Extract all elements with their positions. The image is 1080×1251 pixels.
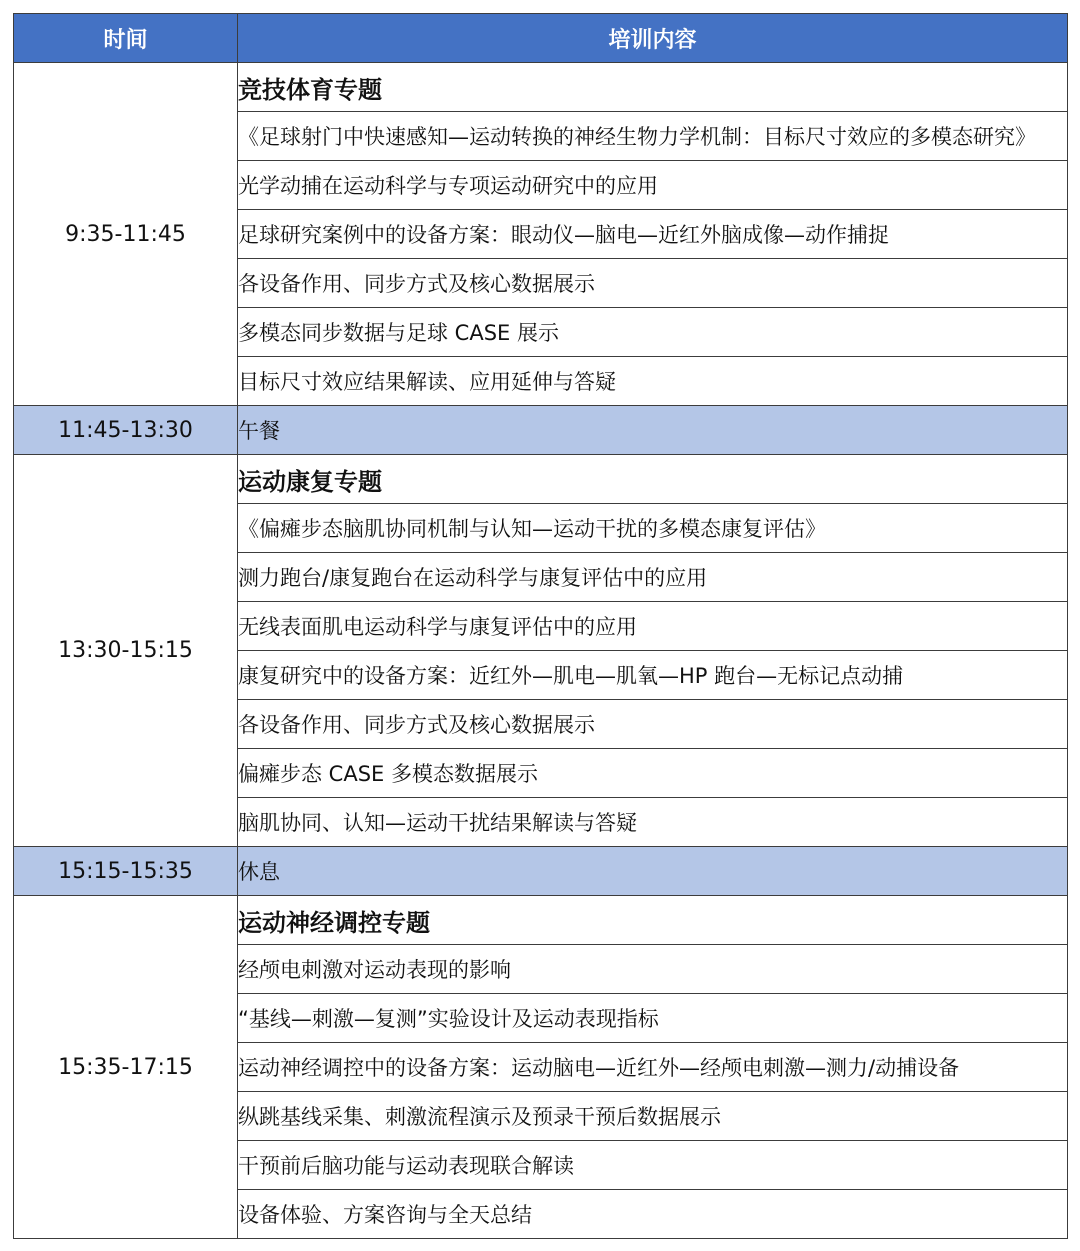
session-time: 13:30-15:15 (14, 455, 238, 847)
break-label: 休息 (238, 847, 1068, 896)
break-label: 午餐 (238, 406, 1068, 455)
session-item: 各设备作用、同步方式及核心数据展示 (238, 700, 1068, 749)
session-item: 多模态同步数据与足球 CASE 展示 (238, 308, 1068, 357)
break-time: 15:15-15:35 (14, 847, 238, 896)
break-row-lunch (14, 406, 1068, 455)
session-item: 康复研究中的设备方案：近红外—肌电—肌氧—HP 跑台—无标记点动捕 (238, 651, 1068, 700)
session-row (14, 896, 1068, 945)
session-heading: 运动神经调控专题 (238, 896, 1068, 945)
schedule-container (13, 13, 1067, 1239)
header-row (14, 14, 1068, 63)
time-column-header: 时间 (14, 14, 238, 63)
session-item: 《偏瘫步态脑肌协同机制与认知—运动干扰的多模态康复评估》 (238, 504, 1068, 553)
break-row-rest (14, 847, 1068, 896)
session-item: 《足球射门中快速感知—运动转换的神经生物力学机制：目标尺寸效应的多模态研究》 (238, 112, 1068, 161)
session-heading: 运动康复专题 (238, 455, 1068, 504)
session-item: 偏瘫步态 CASE 多模态数据展示 (238, 749, 1068, 798)
session-item: 无线表面肌电运动科学与康复评估中的应用 (238, 602, 1068, 651)
session-item: 纵跳基线采集、刺激流程演示及预录干预后数据展示 (238, 1092, 1068, 1141)
session-item: 运动神经调控中的设备方案：运动脑电—近红外—经颅电刺激—测力/动捕设备 (238, 1043, 1068, 1092)
break-time: 11:45-13:30 (14, 406, 238, 455)
session-item: 测力跑台/康复跑台在运动科学与康复评估中的应用 (238, 553, 1068, 602)
session-time: 15:35-17:15 (14, 896, 238, 1239)
session-heading: 竞技体育专题 (238, 63, 1068, 112)
session-row (14, 455, 1068, 504)
session-item: 目标尺寸效应结果解读、应用延伸与答疑 (238, 357, 1068, 406)
session-item: 脑肌协同、认知—运动干扰结果解读与答疑 (238, 798, 1068, 847)
content-column-header: 培训内容 (238, 14, 1068, 63)
session-item: “基线—刺激—复测”实验设计及运动表现指标 (238, 994, 1068, 1043)
session-item: 经颅电刺激对运动表现的影响 (238, 945, 1068, 994)
session-time: 9:35-11:45 (14, 63, 238, 406)
session-item: 各设备作用、同步方式及核心数据展示 (238, 259, 1068, 308)
session-item: 设备体验、方案咨询与全天总结 (238, 1190, 1068, 1239)
session-item: 足球研究案例中的设备方案：眼动仪—脑电—近红外脑成像—动作捕捉 (238, 210, 1068, 259)
session-item: 光学动捕在运动科学与专项运动研究中的应用 (238, 161, 1068, 210)
training-schedule-table (13, 13, 1068, 1239)
session-item: 干预前后脑功能与运动表现联合解读 (238, 1141, 1068, 1190)
session-row (14, 63, 1068, 112)
